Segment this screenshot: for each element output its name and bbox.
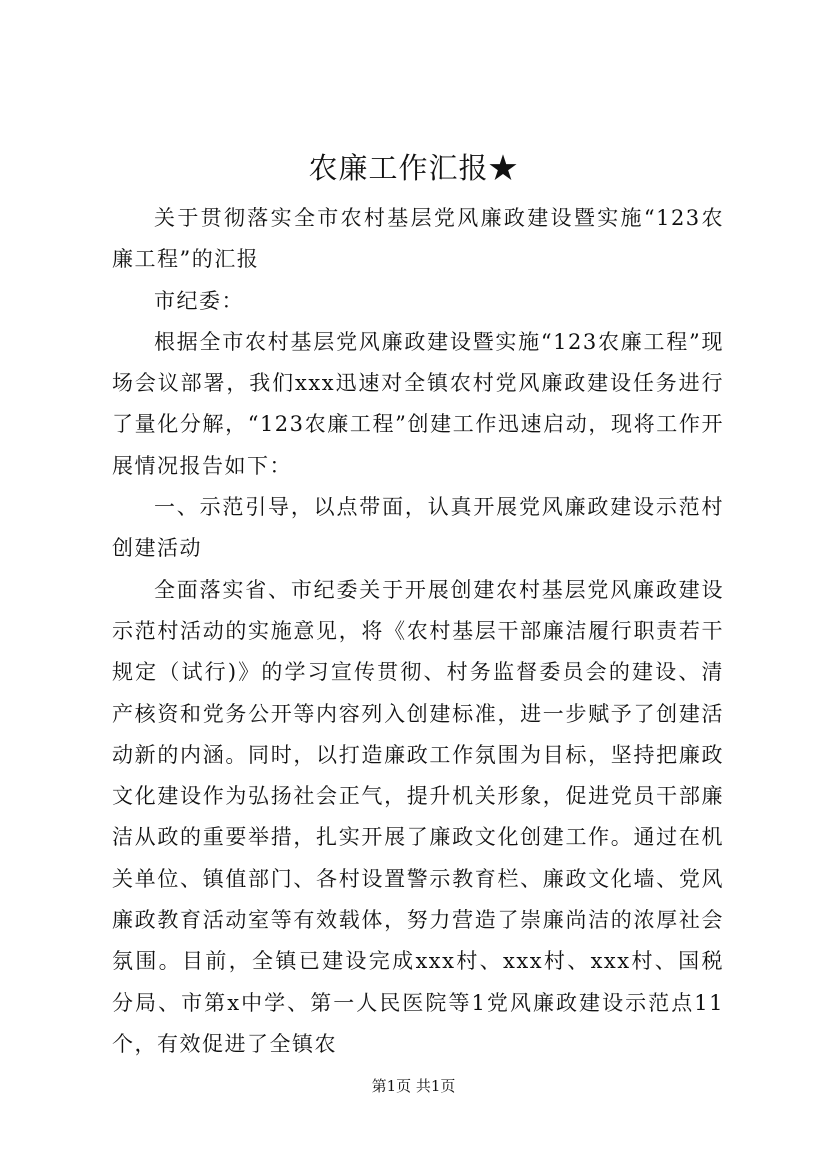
section-body-paragraph: 全面落实省、市纪委关于开展创建农村基层党风廉政建设示范村活动的实施意见，将《农村基层干部廉洁履行职责若干规定（试行)》的学习宣传贯彻、村务监督委员会的建设、清产核资和党务公开等内容列入创建标准，进一步赋予了创建活动新的内涵。同时，以打造廉政工作氛围为目标，坚持把廉政文化建设作为弘扬社会正气，提升机关形象，促进党员干部廉洁从政的重要举措，扎实开展了廉政文化创建工作。通过在机关单位、镇值部门、各村设置警示教育栏、廉政文化墙、党风廉政教育活动室等有效载体，努力营造了崇廉尚洁的浓厚社会氛围。目前，全镇已建设完成xxx村、xxx村、xxx村、国税分局、市第x中学、第一人民医院等1党风廉政建设示范点11个，有效促进了全镇农 [112, 577, 724, 1056]
document-body [112, 198, 724, 1065]
report-subject-paragraph: 关于贯彻落实全市农村基层党风廉政建设暨实施“123农廉工程”的汇报 [112, 206, 724, 272]
document-title: 农廉工作汇报★ [308, 151, 519, 185]
section-heading-paragraph: 一、示范引导，以点带面，认真开展党风廉政建设示范村创建活动 [112, 495, 724, 561]
page-number-footer: 第1页 共1页 [371, 1077, 456, 1095]
addressee-paragraph: 市纪委： [154, 288, 244, 313]
introduction-paragraph: 根据全市农村基层党风廉政建设暨实施“123农廉工程”现场会议部署，我们xxx迅速对全镇农村党风廉政建设任务进行了量化分解，“123农廉工程”创建工作迅速启动，现将工作开展情况报告如下： [112, 329, 724, 478]
